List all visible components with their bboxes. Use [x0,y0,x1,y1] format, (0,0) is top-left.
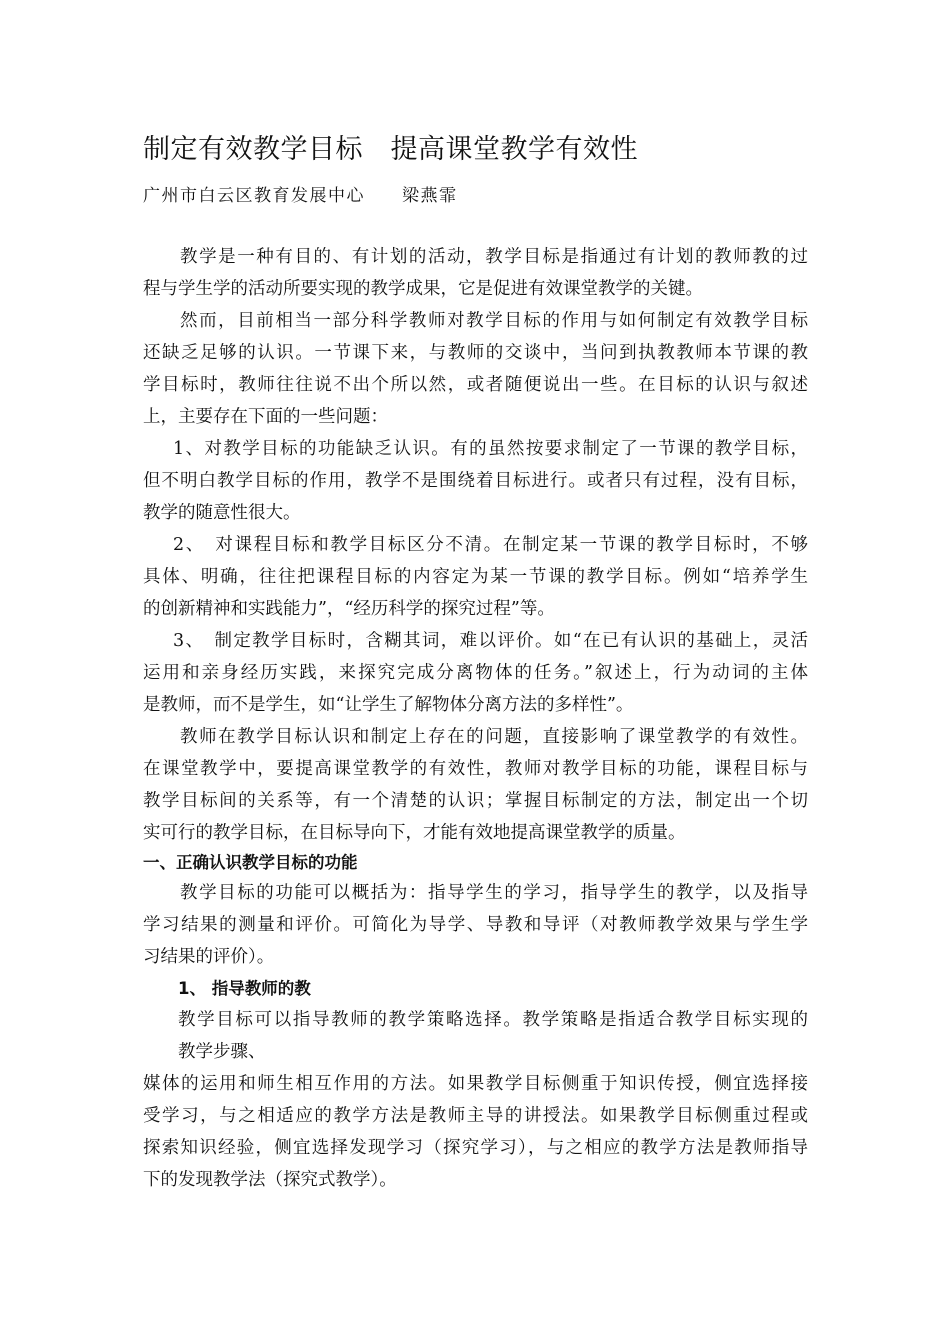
list-item-line: 是教师，而不是学生，如“让学生了解物体分离方法的多样性”。 [143,695,634,715]
paragraph-line: 实可行的教学目标，在目标导向下，才能有效地提高课堂教学的质量。 [143,823,686,843]
paragraph-line: 习结果的评价）。 [143,947,275,967]
paragraph-line: 教学是一种有目的、有计划的活动，教学目标是指通过有计划的教师教的过 [180,247,808,267]
paragraph-line: 学习结果的测量和评价。可简化为导学、导教和导评（对教师教学效果与学生学 [143,915,808,935]
list-item-line: 运用和亲身经历实践，来探究完成分离物体的任务。”叙述上，行为动词的主体 [143,663,808,683]
subsection-heading: 1、 指导教师的教 [178,979,311,998]
author-byline: 广州市白云区教育发展中心 梁燕霏 [143,186,458,206]
paragraph-line: 下的发现教学法（探究式教学）。 [143,1170,397,1190]
document-title: 制定有效教学目标 提高课堂教学有效性 [143,134,638,165]
paragraph-line: 在课堂教学中，要提高课堂教学的有效性，教师对教学目标的功能，课程目标与 [143,759,808,779]
list-item-line: 3、 制定教学目标时，含糊其词，难以评价。如“在已有认识的基础上，灵活 [173,631,808,651]
paragraph-line: 教师在教学目标认识和制定上存在的问题，直接影响了课堂教学的有效性。 [180,727,808,747]
section-heading: 一、正确认识教学目标的功能 [143,853,358,872]
list-item-line: 但不明白教学目标的作用，教学不是围绕着目标进行。或者只有过程，没有目标， [143,471,808,491]
paragraph-line: 教学目标的功能可以概括为：指导学生的学习，指导学生的教学，以及指导 [180,883,808,903]
list-item-line: 教学的随意性很大。 [143,503,301,523]
paragraph-line: 上，主要存在下面的一些问题： [143,407,388,427]
list-item-line: 1、对教学目标的功能缺乏认识。有的虽然按要求制定了一节课的教学目标， [173,439,808,459]
paragraph-line: 教学目标可以指导教师的教学策略选择。教学策略是指适合教学目标实现的 [178,1010,808,1030]
paragraph-line: 还缺乏足够的认识。一节课下来，与教师的交谈中，当问到执教教师本节课的教 [143,343,808,363]
paragraph-line: 探索知识经验，侧宜选择发现学习（探究学习），与之相应的教学方法是教师指导 [143,1138,808,1158]
paragraph-line: 媒体的运用和师生相互作用的方法。如果教学目标侧重于知识传授，侧宜选择接 [143,1074,808,1094]
paragraph-line: 然而，目前相当一部分科学教师对教学目标的作用与如何制定有效教学目标 [180,311,808,331]
paragraph-line: 受学习，与之相适应的教学方法是教师主导的讲授法。如果教学目标侧重过程或 [143,1106,808,1126]
paragraph-line: 程与学生学的活动所要实现的教学成果，它是促进有效课堂教学的关键。 [143,279,703,299]
paragraph-line: 教学步骤、 [178,1042,266,1062]
list-item-line: 具体、明确，往往把课程目标的内容定为某一节课的教学目标。例如“培养学生 [143,567,808,587]
paragraph-line: 学目标时，教师往往说不出个所以然，或者随便说出一些。在目标的认识与叙述 [143,375,808,395]
list-item-line: 2、 对课程目标和教学目标区分不清。在制定某一节课的教学目标时，不够 [173,535,808,555]
list-item-line: 的创新精神和实践能力”，“经历科学的探究过程”等。 [143,599,555,619]
paragraph-line: 教学目标间的关系等，有一个清楚的认识；掌握目标制定的方法，制定出一个切 [143,791,808,811]
